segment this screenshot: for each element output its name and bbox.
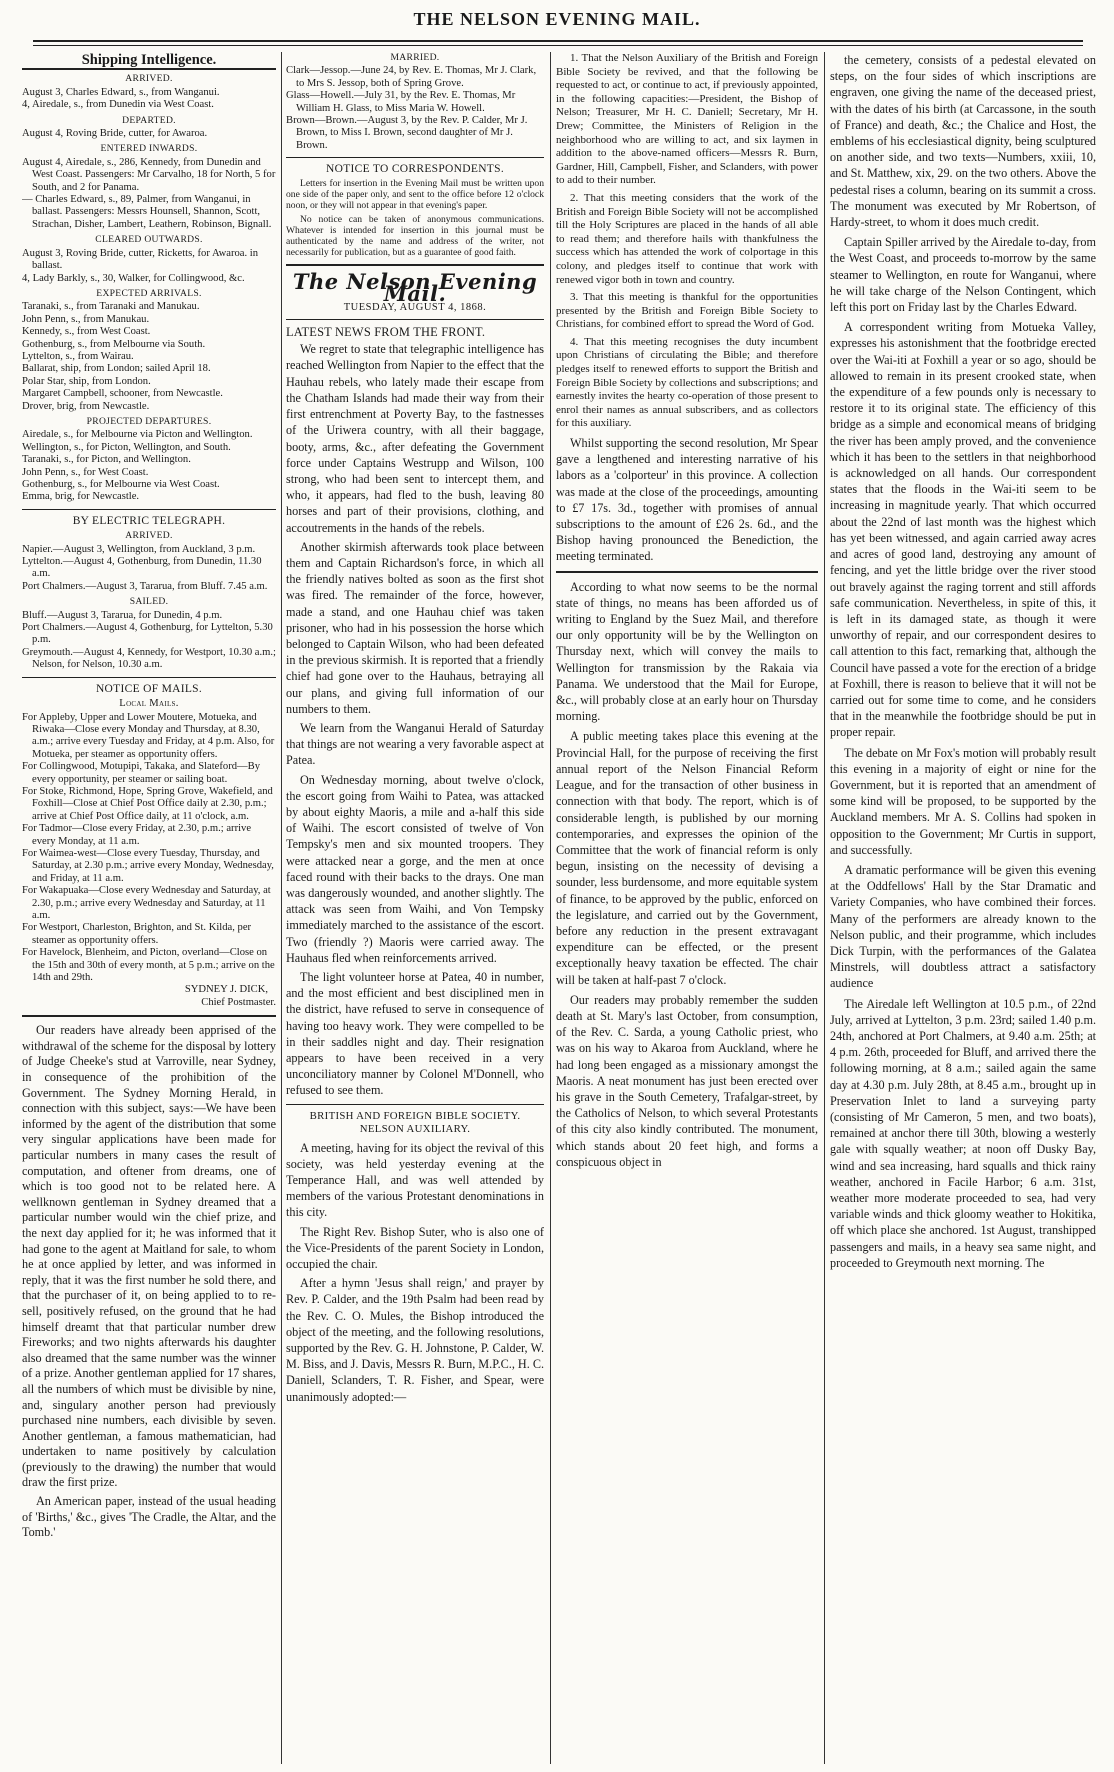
paragraph: A dramatic performance will be given this evening at the Oddfellows' Hall by the Star Dramatic and Variety Companies, who have combined their forces. Many of the performers are already known to the Nelson public, and their programme, which includes Dick Turpin, with the performances of the Galatea Minstrels, will doubtless attract a satisfactory audience xyxy=(830,862,1096,991)
paragraph: Captain Spiller arrived by the Airedale to-day, from the West Coast, and proceeds to-morrow by the same steamer to Wellington, en route for Wanganui, where he will take charge of the Nelson Contingent, which left this port on Friday last by the Charles Edward. xyxy=(830,235,1096,315)
column-3 xyxy=(556,52,818,1764)
paragraph: A meeting, having for its object the revival of this society, was held yesterday evening at the Temperance Hall, and was well attended by members of the various Protestant denominations in this city. xyxy=(286,1140,544,1220)
list-item: For Tadmor—Close every Friday, at 2.30, p.m.; arrive every Monday, at 11 a.m. xyxy=(22,823,252,847)
lottery-story xyxy=(22,1023,276,1541)
issue-date: TUESDAY, AUGUST 4, 1868. xyxy=(286,302,544,319)
list-item: For Wakapuaka—Close every Wednesday and Saturday, at 2.30, p.m.; arrive every Wednesday and Saturday, at 11 a.m. xyxy=(22,885,271,921)
paragraph: The debate on Mr Fox's motion will probably result this evening in a majority of eight or nine for the Government, but it is reported that an amendment of some kind will be proposed, to be supported by the Auckland members. Mr A. S. Collins had spoken in opposition to the Government; Mr Curtis in support, and successfully. xyxy=(830,745,1096,857)
paragraph: We regret to state that telegraphic intelligence has reached Wellington from Napier to the effect that the Hauhau rebels, who lately made their escape from the Chatham Islands had made their way from their first entrenchment at Poverty Bay, to the fastnesses of the Uriwera country, with all their baggage, booty, arms, &c., after defeating the Government force under Captains Westrupp and Wilson, 100 strong, who had been sent to intercept them, and who, it appears, had fled to the bush, leaving 80 horses and part of their provisions, clothing, and accoutrements in the hands of the rebels. xyxy=(286,342,544,535)
paragraph: the cemetery, consists of a pedestal elevated on steps, on the four sides of which inscriptions are engraven, one giving the name of the deceased priest, with the dates of his birth (at Carcassone, in the south of France) and death, &c.; the Chalice and Host, the emblems of his ecclesiastical dignity, being sculptured on another side, and two texts—Numbers, xxiii, 10, and St. Matthew, xix, 29. on the two others. Above the pedestal rises a column, bearing on its summit a cross. The monument was executed by Mr Robertson, of Hardy-street, to whom it does much credit. xyxy=(830,53,1096,230)
nameplate-title: The Nelson Evening Mail. xyxy=(292,268,538,307)
list-item: Napier.—August 3, Wellington, from Auckland, 3 p.m. xyxy=(22,543,256,555)
front-headline: LATEST NEWS FROM THE FRONT. xyxy=(286,324,486,339)
cleared-list xyxy=(22,248,276,285)
list-item: Port Chalmers.—August 4, Gothenburg, for Lyttelton, 5.30 p.m. xyxy=(22,622,273,646)
list-item: For Waimea-west—Close every Tuesday, Thursday, and Saturday, at 2.30 p.m.; arrive every Monday, Wednesday, and Friday, at 11 a.m. xyxy=(22,847,274,884)
list-item: For Westport, Charleston, Brighton, and St. Kilda, per steamer as opportunity offers. xyxy=(22,922,252,946)
list-item: August 4, Roving Bride, cutter, for Awaroa. xyxy=(22,128,208,140)
paragraph: A correspondent writing from Motueka Valley, expresses his astonishment that the footbridge erected over the Wai-iti at Foxhill a year or so ago, should be allowed to remain in its present crooked state, when the expenditure of a few pounds only is necessary to restore it to its original state. The efficiency of this bridge as a simple and economical means of bridging the river has been amply proved, and the convenience which it has been to the settlers in that neighborhood is acknowledged on all hands. Our correspondent states that the floods in the Wai-iti seem to be increasing in magnitude yearly. That which occurred about the 22nd of last month was the highest which has yet been witnessed, and again carried away acres and acres of good land, destroying any amount of fencing, and yet the little bridge over the river stood out bravely against the raging torrent and still affords safe communication. Nevertheless, in spite of this, it is left in its damaged state, as though it were unworthy of repair, and our correspondent desires to call attention to this fact, remarking that, although the Council have passed a vote for the erection of a bridge at Foxhill, there is reason to believe that it will not be carried out for some time to come, and he considers that in the meanwhile the footbridge should be put in proper repair. xyxy=(830,320,1096,740)
list-item: — Charles Edward, s., 89, Palmer, from Wanganui, in ballast. Passengers: Messrs Hounsell, Shannon, Scott, Strachan, Disher, Lambert, Leathern, Robinson, Bignall. xyxy=(22,194,272,230)
paragraph: Our readers have already been apprised of the withdrawal of the scheme for the disposal by lottery of Judge Cheeke's stud at Varroville, near Sydney, in consequence of the prohibition of the Government. The Sydney Morning Herald, in connection with this subject, says:—We have been informed by the agent of the distribution that some very singular applications have been made for particular numbers in many cases the result of computation, and oftener from dreams, one of which is too good not to be related here. A wellknown gentleman in Sydney dreamed that a particular number would win the chief prize, and the next day applied for it; he was informed that it had gone to the agent at Maitland for sale, to whom he at once applied by letter, and was informed in reply, that it was the first number he sold there, and that the purchaser of it, on being applied to to re-sell, positively refused, on the ground that he had himself dreamt that that particular number drew Fireworks; and two nights afterwards his daughter also dreamed that the same number was the winner of a prize. Another gentleman applied for 17 shares, all the numbers of which must be divisible by nine, and, singulary another person had previously purchased nine numbers, each divisible by seven. Another gentleman, a famous mathematician, had undertaken to name positively by calculation (previously to the drawing) the number that would draw the first prize. xyxy=(22,1023,276,1490)
married-heading: MARRIED. xyxy=(390,52,440,63)
paragraph: Letters for insertion in the Evening Mail must be written upon one side of the paper only, and sent to the office before 12 o'clock noon, or they will not appear in that evening's paper. xyxy=(286,177,544,211)
departed-heading: DEPARTED. xyxy=(122,114,176,126)
list-item: Wellington, s., for Picton, Wellington, and South. xyxy=(22,441,231,453)
paragraph: After a hymn 'Jesus shall reign,' and prayer by Rev. P. Calder, and the 19th Psalm had been read by the Rev. C. O. Mules, the Bishop introduced the object of the meeting, and the following resolutions, supported by the Rev. G. H. Johnstone, P. Calder, W. M. Biss, and J. Davis, Messrs R. Burn, M.P.C., H. C. Daniell, Sclanders, T. R. Fisher, and Spear, were unanimously adopted:— xyxy=(286,1276,544,1404)
tel-arrived-heading: ARRIVED. xyxy=(125,530,173,542)
notice-to-correspondents xyxy=(286,163,544,257)
masthead-rule xyxy=(33,40,1083,46)
paragraph: 4. That this meeting recognises the duty incumbent upon Christians of circulating the Bible; and therefore pledges itself to renewed efforts to support the British and Foreign Bible Society by collections and subscriptions; and earnestly invites the hearty co-operation of those present to enrol their names as annual subscribers, and as collectors for this auxiliary. xyxy=(556,335,818,430)
column-4-stories xyxy=(830,52,1096,1271)
entered-list xyxy=(22,157,276,231)
paragraph: The Airedale left Wellington at 10.5 p.m., of 22nd July, arrived at Lyttelton, 3 p.m. 23rd; sailed 1.40 p.m. 24th, anchored at Port Chalmers, at 9.40 a.m. 25th; at 4 p.m. 26th, proceeded for Bluff, and arrived there the following morning, at 8 a.m.; sailed again the same day at 4.30 p.m. July 28th, at 8.45 a.m., brought up in Preservation Inlet to land a surveying party (consisting of Mr Cameron, 5 men, and two boats), remained at anchor there till 30th, blowing a westerly gale with squally weather; at noon off Dusky Bay, wind and sea increasing, hard squalls and thick rainy weather, anchored in Facile Harbor; 6 a.m. 31st, weather more moderate proceeded to sea, had very variable winds and thick gloomy weather to Hokitika, off which place she anchored. 1st August, transhipped passengers and mails, in a heavy sea same night, and proceeded to Greymouth next morning. The xyxy=(830,996,1096,1270)
list-item: Gothenburg, s., for Melbourne via West Coast. xyxy=(22,479,220,490)
notice-of-mails xyxy=(22,683,276,1010)
paragraph: The light volunteer horse at Patea, 40 in number, and the most efficient and best disciplined men in the district, have refused to serve in consequence of having too heavy work. They were compelled to be in their saddles night and day. Their resignation appears to have been received in a very unconciliatory manner by Colonel M'Donnell, who refused to see them. xyxy=(286,970,544,1098)
telegraph-heading: BY ELECTRIC TELEGRAPH. xyxy=(72,514,226,527)
paragraph: 1. That the Nelson Auxiliary of the British and Foreign Bible Society be revived, and that the following be requested to act, or continue to act, if previously appointed, in the following capacities:—President, the Bishop of Nelson; Treasurer, Mr H. C. Daniell; Secretary, Mr H. Drew; Committee, the Ministers of Religion in the neighborhood who are willing to act, and six laymen in addition to the above-named officers—Messrs R. Burn, Gardner, Hill, Campbell, Fisher, and Sclanders, with power to add to their number. xyxy=(556,52,818,187)
bible-heading: BRITISH AND FOREIGN BIBLE SOCIETY. xyxy=(309,1109,521,1122)
bible-society xyxy=(286,1110,544,1405)
list-item: Taranaki, s., for Picton, and Wellington. xyxy=(22,454,191,466)
list-item: Polar Star, ship, from London. xyxy=(22,375,151,387)
paragraph: According to what now seems to be the normal state of things, no means has been afforded us of writing to England by the Suez Mail, and therefore our only opportunity will be by the Wellington on Thursday next, which will convey the mails to Wellington for transmission by the Rakaia via Panama. We understood that the Mail for Europe, &c., will probably close at an early hour on Thursday morning. xyxy=(556,579,818,724)
list-item: Lyttelton.—August 4, Gothenburg, from Dunedin, 11.30 a.m. xyxy=(22,556,262,580)
list-item: Drover, brig, from Newcastle. xyxy=(22,400,150,412)
list-item: For Havelock, Blenheim, and Picton, overland—Close on the 15th and 30th of every month, at 5 p.m.; arrive on the 14th and 29th. xyxy=(22,947,275,984)
arrived-list xyxy=(22,87,276,112)
mails-signature: SYDNEY J. DICK, xyxy=(184,984,268,996)
correspondents-heading: NOTICE TO CORRESPONDENTS. xyxy=(326,163,504,176)
paragraph: The Right Rev. Bishop Suter, who is also one of the Vice-Presidents of the parent Society in London, occupied the chair. xyxy=(286,1224,544,1272)
expected-list xyxy=(22,301,276,413)
expected-heading: EXPECTED ARRIVALS. xyxy=(96,287,202,299)
list-item: Emma, brig, for Newcastle. xyxy=(22,491,140,503)
list-item: 4, Lady Barkly, s., 30, Walker, for Collingwood, &c. xyxy=(22,272,245,284)
shipping-intelligence xyxy=(22,73,276,671)
paragraph: We learn from the Wanganui Herald of Saturday that things are not wearing a very favorable aspect at Patea. xyxy=(286,720,544,768)
list-item: Brown—Brown.—August 3, by the Rev. P. Calder, Mr J. Brown, to Miss I. Brown, second daughter of Mr J. Brown. xyxy=(286,115,528,151)
list-item: Taranaki, s., from Taranaki and Manukau. xyxy=(22,301,200,313)
projected-list xyxy=(22,429,276,503)
list-item: John Penn, s., for West Coast. xyxy=(22,466,149,478)
list-item: Airedale, s., for Melbourne via Picton and Wellington. xyxy=(22,429,253,441)
cleared-heading: CLEARED OUTWARDS. xyxy=(95,234,203,246)
departed-list xyxy=(22,128,276,140)
front-paras xyxy=(286,341,544,1098)
paragraph: An American paper, instead of the usual heading of 'Births,' &c., gives 'The Cradle, the Altar, and the Tomb.' xyxy=(22,1494,276,1540)
bible-paras xyxy=(286,1140,544,1405)
tel-arrived-list xyxy=(22,544,276,594)
shipping-heading: Shipping Intelligence. xyxy=(22,52,276,70)
column-divider xyxy=(550,52,551,1764)
mails-list xyxy=(22,712,276,985)
bible-subheading: NELSON AUXILIARY. xyxy=(359,1122,471,1135)
projected-heading: PROJECTED DEPARTURES. xyxy=(86,415,212,427)
column-divider xyxy=(281,52,282,1764)
paragraph: A public meeting takes place this evening at the Provincial Hall, for the purpose of receiving the first annual report of the Nelson Financial Reform League, and for the transaction of other business in connection with that body. The report, which is of considerable length, is published by our morning contemporaries, and expresses the opinion of the Committee that the work of financial reform is only begun, insisting on the necessity of devising a sounder, less burdensome, and more equitable system of finance, to be approved by the public, enforced on the legislature, and carried out by the Government, before any reduction in the present extravagant expenditure can be effected, or the present exceptionally heavy taxation be effected. The chair will be taken at half-past 7 o'clock. xyxy=(556,729,818,987)
column-4 xyxy=(830,52,1096,1764)
tel-sailed-list xyxy=(22,610,276,672)
paragraph: On Wednesday morning, about twelve o'clock, the escort going from Waihi to Patea, was attacked by about eighty Maoris, a mile and a-half this side of Waihi. The escort consisted of twelve of Von Tempsky's men and six mounted troopers. They were attacked near a gorge, and the men at once faced round with their backs to the drays. One man was dangerously wounded, and another slightly. The attack was seen from Waihi, and Von Tempsky immediately marched to the assistance of the escort. Two (friendly ?) Maoris were carried away. The Hauhaus fled when reinforcements arrived. xyxy=(286,772,544,965)
married-list xyxy=(286,65,544,152)
list-item: For Collingwood, Motupipi, Takaka, and Slateford—By every opportunity, per steamer or sailing boat. xyxy=(22,761,260,785)
front-news xyxy=(286,326,544,1099)
paragraph: No notice can be taken of anonymous communications. Whatever is intended for insertion in this journal must be authenticated by the name and address of the writer, not necessarily for publication, but as a guarantee of good faith. xyxy=(286,213,544,258)
entered-heading: ENTERED INWARDS. xyxy=(100,143,198,155)
mails-heading: NOTICE OF MAILS. xyxy=(95,682,203,695)
list-item: August 4, Airedale, s., 286, Kennedy, from Dunedin and West Coast. Passengers: Mr Carvalho, 18 for North, 5 for South, and 2 for Panama. xyxy=(22,156,276,193)
list-item: Lyttelton, s., from Wairau. xyxy=(22,350,134,362)
list-item: Margaret Campbell, schooner, from Newcastle. xyxy=(22,388,223,400)
paragraph: Our readers may probably remember the sudden death at St. Mary's last October, from consumption, of the Rev. C. Sarda, a young Catholic priest, who was on his way to Akaroa from Auckland, where he had long been engaged as a missionary amongst the Maoris. A neat monument has just been erected over his grave in the South Cemetery, Trafalgar-street, by the Catholics of Nelson, to which several Protestants of this city also kindly contributed. The monument, which stands about 20 feet high, and forms a conspicuous object in xyxy=(556,992,818,1169)
arrived-heading: ARRIVED. xyxy=(125,73,173,85)
paragraph: Another skirmish afterwards took place between them and Captain Richardson's force, in which all the friendly natives bolted as soon as the first shot was fired. The remainder of the force, however, made a stand, and one Hauhau chief was taken prisoner, who had in his possession the horse which belonged to Captain Wilson, who had been defeated in the previous skirmish. It is reported that a friendly chief had gone over to the Hauhaus, betraying all our plans, and giving full information of our numbers to them. xyxy=(286,539,544,716)
bible-resolutions xyxy=(556,52,818,565)
column-3-stories xyxy=(556,579,818,1170)
list-item: August 3, Charles Edward, s., from Wanganui. xyxy=(22,86,220,98)
mails-subheading: Local Mails. xyxy=(119,698,179,710)
list-item: 4, Airedale, s., from Dunedin via West Coast. xyxy=(22,99,214,111)
list-item: John Penn, s., from Manukau. xyxy=(22,313,150,325)
list-item: Greymouth.—August 4, Kennedy, for Westport, 10.30 a.m.; Nelson, for Nelson, 10.30 a.m. xyxy=(22,646,276,671)
paragraph: 2. That this meeting considers that the work of the British and Foreign Bible Society will not be accomplished till the Holy Scriptures are placed in the hands of all able to read them; and therefore hails with thankfulness the success which has attended the work of colportage in this colony, and pledges itself to continue that work with renewed vigor both in town and country. xyxy=(556,191,818,286)
list-item: Gothenburg, s., from Melbourne via South. xyxy=(22,338,206,350)
column-1 xyxy=(22,52,276,1764)
mails-signature-title: Chief Postmaster. xyxy=(201,996,276,1008)
correspondents-text xyxy=(286,178,544,258)
tel-sailed-heading: SAILED. xyxy=(129,596,169,608)
list-item: For Stoke, Richmond, Hope, Spring Grove, Wakefield, and Foxhill—Close at Chief Post Office daily at 2.30, p.m.; arrive at Chief Post Office daily, at 11 o'clock, a.m. xyxy=(22,785,273,822)
list-item: Kennedy, s., from West Coast. xyxy=(22,326,151,338)
column-2 xyxy=(286,52,544,1764)
list-item: Bluff.—August 3, Tararua, for Dunedin, 4 p.m. xyxy=(22,609,223,621)
newspaper-title: THE NELSON EVENING MAIL. xyxy=(413,9,701,29)
list-item: Ballarat, ship, from London; sailed April 18. xyxy=(22,363,211,375)
list-item: August 3, Roving Bride, cutter, Ricketts, for Awaroa. in ballast. xyxy=(22,247,259,272)
list-item: Glass—Howell.—July 31, by the Rev. E. Thomas, Mr William H. Glass, to Miss Maria W. Howell. xyxy=(286,90,516,114)
bible-closing: Whilst supporting the second resolution, Mr Spear gave a lengthened and interesting narrative of his labors as a 'colporteur' in this province. A collection was made at the close of the proceedings, amounting to £7 17s. 3d., together with promises of annual subscriptions to the amount of £26 2s. 6d., and the Bishop having pronounced the Benediction, the meeting terminated. xyxy=(556,436,818,564)
list-item: For Appleby, Upper and Lower Moutere, Motueka, and Riwaka—Close every Monday and Thursday, at 8.30, a.m.; arrive every Tuesday and Friday, at 4 p.m. Also, for Motueka, per steamer as opportunity offers. xyxy=(22,711,275,760)
list-item: Clark—Jessop.—June 24, by Rev. E. Thomas, Mr J. Clark, to Mrs S. Jessop, both of Spring Grove. xyxy=(286,65,537,89)
list-item: Port Chalmers.—August 3, Tararua, from Bluff. 7.45 a.m. xyxy=(22,580,268,592)
married-notices xyxy=(286,52,544,152)
paragraph: 3. That this meeting is thankful for the opportunities presented by the British and Foreign Bible Society to Christians, for combined effort to spread the Word of God. xyxy=(556,291,818,331)
column-divider xyxy=(824,52,825,1764)
